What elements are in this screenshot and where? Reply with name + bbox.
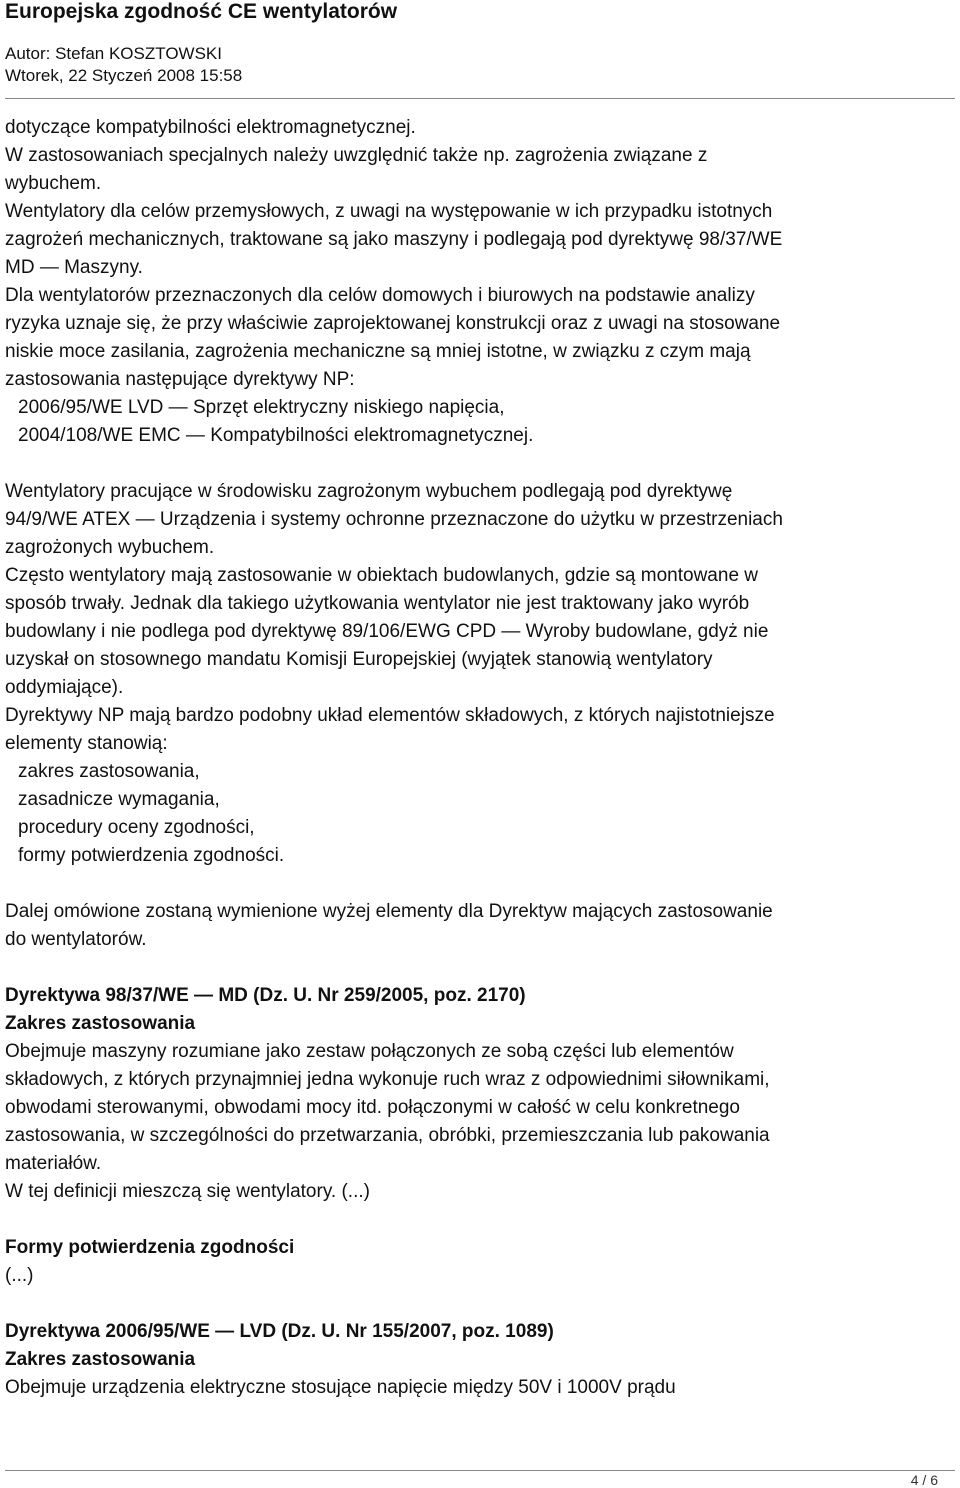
- text-line: [5, 1374, 955, 1402]
- line-text: zagrożonych wybuchem.: [5, 537, 215, 558]
- text-line: [5, 1262, 955, 1290]
- line-text: zasadnicze wymagania,: [18, 789, 220, 810]
- line-text: Wentylatory dla celów przemysłowych, z uwagi na występowanie w ich przypadku istotnych: [5, 201, 773, 222]
- line-text: Obejmuje urządzenia elektryczne stosujące napięcie między 50V i 1000V prądu: [5, 1377, 676, 1398]
- text-line: [5, 254, 955, 282]
- text-line: [5, 898, 955, 926]
- line-text: Zakres zastosowania: [5, 1349, 196, 1370]
- section-heading-line: [5, 1318, 955, 1346]
- text-line: [5, 702, 955, 730]
- list-item: [5, 422, 955, 450]
- text-line: [5, 1178, 955, 1206]
- document-title: Europejska zgodność CE wentylatorów: [5, 0, 398, 23]
- line-text: zastosowania, w szczególności do przetwarzania, obróbki, przemieszczania lub pakowania: [5, 1125, 770, 1146]
- paragraph-spacer: [5, 870, 955, 898]
- text-line: [5, 478, 955, 506]
- line-text: Obejmuje maszyny rozumiane jako zestaw połączonych ze sobą części lub elementów: [5, 1041, 734, 1062]
- text-line: [5, 1150, 955, 1178]
- line-text: do wentylatorów.: [5, 929, 147, 950]
- section-heading-line: [5, 1346, 955, 1374]
- line-text: zastosowania następujące dyrektywy NP:: [5, 369, 355, 390]
- text-line: [5, 562, 955, 590]
- line-text: obwodami sterowanymi, obwodami mocy itd. połączonymi w całość w celu konkretnego: [5, 1097, 740, 1118]
- line-text: W zastosowaniach specjalnych należy uwzględnić także np. zagrożenia związane z: [5, 145, 708, 166]
- text-line: [5, 926, 955, 954]
- line-text: uzyskał on stosownego mandatu Komisji Europejskiej (wyjątek stanowią wentylatory: [5, 649, 713, 670]
- list-item: [5, 786, 955, 814]
- text-line: [5, 674, 955, 702]
- text-line: [5, 366, 955, 394]
- line-text: Często wentylatory mają zastosowanie w obiektach budowlanych, gdzie są montowane w: [5, 565, 759, 586]
- line-text: wybuchem.: [5, 173, 102, 194]
- page-number: 4 / 6: [910, 1472, 938, 1488]
- line-text: W tej definicji mieszczą się wentylatory. (...): [5, 1181, 370, 1202]
- line-text: ryzyka uznaje się, że przy właściwie zaprojektowanej konstrukcji oraz z uwagi na stosowane: [5, 313, 781, 334]
- header-divider: [5, 98, 955, 99]
- line-text: Dyrektywa 2006/95/WE — LVD (Dz. U. Nr 155/2007, poz. 1089): [5, 1321, 554, 1342]
- line-text: MD — Maszyny.: [5, 257, 143, 278]
- line-text: dotyczące kompatybilności elektromagnetycznej.: [5, 117, 416, 138]
- paragraph-spacer: [5, 954, 955, 982]
- line-text: procedury oceny zgodności,: [18, 817, 255, 838]
- text-line: [5, 590, 955, 618]
- text-line: [5, 338, 955, 366]
- text-line: [5, 198, 955, 226]
- line-text: zagrożeń mechanicznych, traktowane są jako maszyny i podlegają pod dyrektywę 98/37/WE: [5, 229, 783, 250]
- line-text: niskie moce zasilania, zagrożenia mechaniczne są mniej istotne, w związku z czym mają: [5, 341, 751, 362]
- line-text: budowlany i nie podlega pod dyrektywę 89/106/EWG CPD — Wyroby budowlane, gdyż nie: [5, 621, 769, 642]
- line-text: 94/9/WE ATEX — Urządzenia i systemy ochronne przeznaczone do użytku w przestrzeniach: [5, 509, 783, 530]
- text-line: [5, 730, 955, 758]
- text-line: [5, 170, 955, 198]
- line-text: Dyrektywa 98/37/WE — MD (Dz. U. Nr 259/2005, poz. 2170): [5, 985, 526, 1006]
- text-line: [5, 1094, 955, 1122]
- line-text: składowych, z których przynajmniej jedna wykonuje ruch wraz z odpowiednimi siłownikami,: [5, 1069, 770, 1090]
- list-item: [5, 394, 955, 422]
- text-line: [5, 310, 955, 338]
- section-heading-line: [5, 1234, 955, 1262]
- date-line: Wtorek, 22 Styczeń 2008 15:58: [5, 66, 243, 85]
- line-text: Dalej omówione zostaną wymienione wyżej elementy dla Dyrektyw mających zastosowanie: [5, 901, 773, 922]
- line-text: Wentylatory pracujące w środowisku zagrożonym wybuchem podlegają pod dyrektywę: [5, 481, 733, 502]
- text-line: [5, 618, 955, 646]
- list-item: [5, 814, 955, 842]
- section-heading-line: [5, 1010, 955, 1038]
- line-text: Zakres zastosowania: [5, 1013, 196, 1034]
- author-line: Autor: Stefan KOSZTOWSKI: [5, 44, 222, 63]
- line-text: sposób trwały. Jednak dla takiego użytkowania wentylator nie jest traktowany jako wyrób: [5, 593, 750, 614]
- text-line: [5, 506, 955, 534]
- line-text: Dyrektywy NP mają bardzo podobny układ elementów składowych, z których najistotniejsze: [5, 705, 775, 726]
- line-text: Dla wentylatorów przeznaczonych dla celów domowych i biurowych na podstawie analizy: [5, 285, 755, 306]
- section-heading-line: [5, 982, 955, 1010]
- footer-divider: [5, 1470, 955, 1471]
- text-line: [5, 646, 955, 674]
- line-text: Formy potwierdzenia zgodności: [5, 1237, 295, 1258]
- line-text: 2006/95/WE LVD — Sprzęt elektryczny niskiego napięcia,: [18, 397, 505, 418]
- list-item: [5, 842, 955, 870]
- text-line: [5, 1038, 955, 1066]
- paragraph-spacer: [5, 450, 955, 478]
- text-line: [5, 534, 955, 562]
- list-item: [5, 758, 955, 786]
- text-line: [5, 282, 955, 310]
- text-line: [5, 1066, 955, 1094]
- text-line: [5, 114, 955, 142]
- line-text: materiałów.: [5, 1153, 102, 1174]
- paragraph-spacer: [5, 1206, 955, 1234]
- line-text: (...): [5, 1265, 34, 1286]
- line-text: 2004/108/WE EMC — Kompatybilności elektromagnetycznej.: [18, 425, 534, 446]
- line-text: oddymiające).: [5, 677, 124, 698]
- text-line: [5, 1122, 955, 1150]
- document-body: [5, 114, 955, 1402]
- line-text: formy potwierdzenia zgodności.: [18, 845, 285, 866]
- text-line: [5, 226, 955, 254]
- line-text: elementy stanowią:: [5, 733, 168, 754]
- line-text: zakres zastosowania,: [18, 761, 200, 782]
- paragraph-spacer: [5, 1290, 955, 1318]
- text-line: [5, 142, 955, 170]
